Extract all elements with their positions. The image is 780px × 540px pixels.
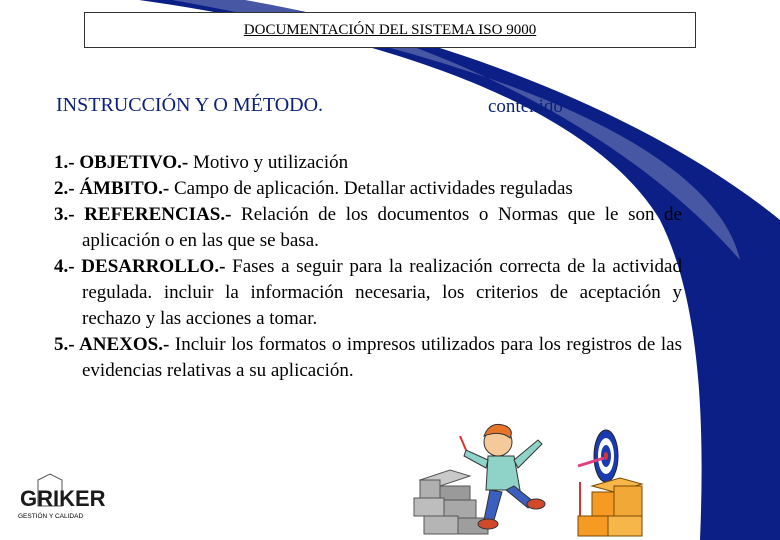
list-item	[54, 150, 682, 176]
clipart-illustration	[410, 420, 710, 538]
content-list	[54, 150, 682, 384]
item-text: Campo de aplicación. Detallar actividades reguladas	[169, 178, 573, 199]
section-subheading: contenido	[488, 96, 563, 117]
item-text: Incluir los formatos o impresos utilizados para los registros de las evidencias relativas a su aplicación.	[82, 334, 682, 381]
logo-name: GRIKER	[20, 486, 106, 511]
item-label: 1.- OBJETIVO.-	[54, 152, 189, 173]
list-item	[54, 176, 682, 202]
orange-boxes	[578, 478, 642, 536]
stone-blocks	[414, 470, 488, 534]
list-item	[54, 202, 682, 254]
document-title: DOCUMENTACIÓN DEL SISTEMA ISO 9000	[84, 12, 696, 48]
item-label: 3.- REFERENCIAS.-	[54, 204, 232, 225]
item-text: Relación de los documentos o Normas que le son de aplicación o en las que se basa.	[82, 204, 682, 251]
item-label: 5.- ANEXOS.-	[54, 334, 170, 355]
logo-subtitle: GESTIÓN Y CALIDAD	[18, 513, 84, 520]
list-item	[54, 332, 682, 384]
item-text: Motivo y utilización	[188, 152, 349, 173]
item-label: 2.- ÁMBITO.-	[54, 178, 170, 199]
item-label: 4.- DESARROLLO.-	[54, 256, 226, 277]
section-heading: INSTRUCCIÓN Y O MÉTODO.	[56, 94, 324, 116]
item-text: Fases a seguir para la realización correcta de la actividad regulada. incluir la información necesaria, los criterios de aceptación y rechazo y las acciones a tomar.	[82, 256, 682, 329]
list-item	[54, 254, 682, 332]
